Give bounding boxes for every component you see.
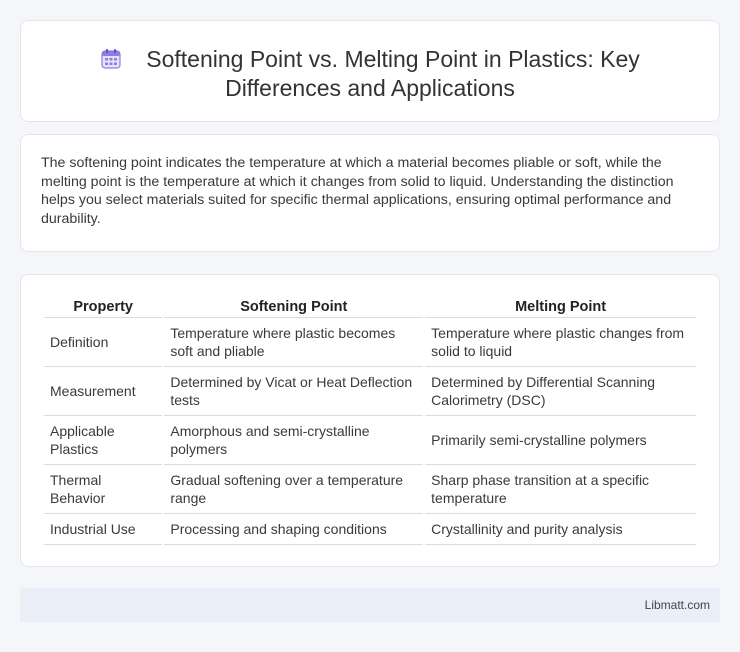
intro-card <box>20 134 720 252</box>
table-cell-property: Definition <box>44 318 162 367</box>
table-cell-softening: Determined by Vicat or Heat Deflection tests <box>164 367 423 416</box>
intro-paragraph: The softening point indicates the temperature at which a material becomes pliable or soft, while the melting point is the temperature at which it changes from solid to liquid. Understanding the distinction helps you select materials suited for specific thermal applications, ensuring optimal performance and durability. <box>41 155 674 227</box>
table-cell-softening: Amorphous and semi-crystalline polymers <box>164 416 423 465</box>
table-row <box>44 318 696 367</box>
table-cell-softening: Temperature where plastic becomes soft and pliable <box>164 318 423 367</box>
column-header-softening-point: Softening Point <box>164 297 423 318</box>
table-header-row <box>44 297 696 318</box>
table-cell-melting: Temperature where plastic changes from solid to liquid <box>425 318 696 367</box>
table-row <box>44 465 696 514</box>
table-cell-property: Industrial Use <box>44 514 162 545</box>
footer-brand-link[interactable]: Libmatt.com <box>644 598 710 612</box>
comparison-table <box>42 297 698 545</box>
column-header-melting-point: Melting Point <box>425 297 696 318</box>
table-cell-melting: Primarily semi-crystalline polymers <box>425 416 696 465</box>
table-cell-property: Measurement <box>44 367 162 416</box>
table-cell-property: Thermal Behavior <box>44 465 162 514</box>
page-title: Softening Point vs. Melting Point in Plastics: Key Differences and Applications <box>146 46 640 101</box>
column-header-property: Property <box>44 297 162 318</box>
calendar-icon <box>100 48 122 70</box>
title-card <box>20 20 720 122</box>
table-card <box>20 274 720 567</box>
table-row <box>44 367 696 416</box>
table-cell-softening: Processing and shaping conditions <box>164 514 423 545</box>
table-cell-melting: Determined by Differential Scanning Calorimetry (DSC) <box>425 367 696 416</box>
table-cell-melting: Sharp phase transition at a specific temperature <box>425 465 696 514</box>
table-row <box>44 416 696 465</box>
table-row <box>44 514 696 545</box>
page-title-wrap <box>21 45 719 103</box>
table-cell-melting: Crystallinity and purity analysis <box>425 514 696 545</box>
footer-bar <box>20 588 720 622</box>
table-cell-property: Applicable Plastics <box>44 416 162 465</box>
table-cell-softening: Gradual softening over a temperature range <box>164 465 423 514</box>
